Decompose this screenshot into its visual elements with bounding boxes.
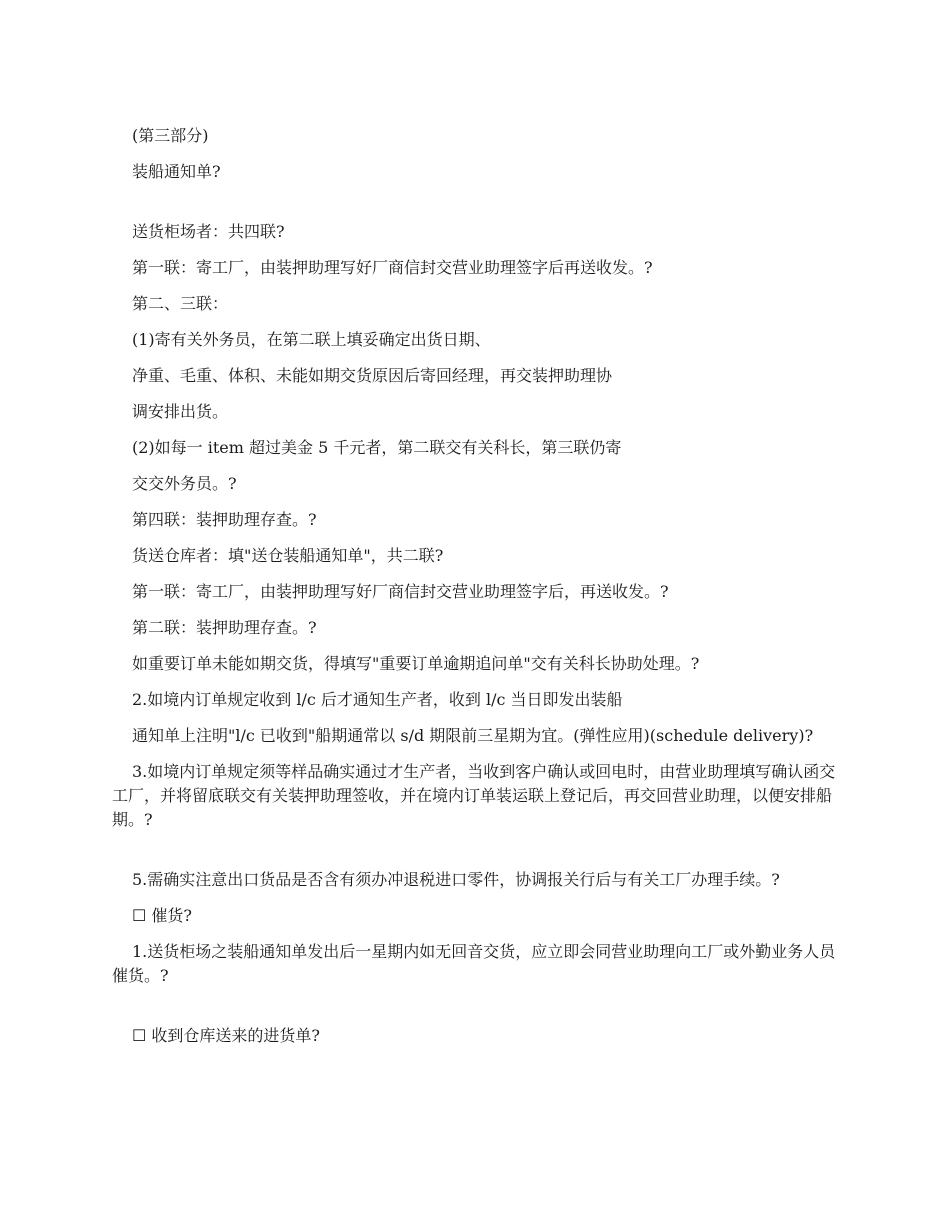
paragraph: (1)寄有关外务员，在第二联上填妥确定出货日期、 [132, 330, 491, 349]
paragraph: 第四联：装押助理存查。? [132, 510, 317, 529]
checkbox-item-heading: ☐ 收到仓库送来的进货单? [132, 1026, 321, 1045]
paragraph: (2)如每一 item 超过美金 5 千元者，第二联交有关科长，第三联仍寄 [132, 438, 622, 457]
paragraph: 第二联：装押助理存查。? [132, 618, 317, 637]
paragraph: 送货柜场者：共四联? [132, 222, 285, 241]
paragraph: 2.如境内订单规定收到 l/c 后才通知生产者，收到 l/c 当日即发出装船 [132, 690, 623, 709]
paragraph: 5.需确实注意出口货品是否含有须办冲退税进口零件，协调报关行后与有关工厂办理手续。? [132, 870, 780, 889]
paragraph: 货送仓库者：填"送仓装船通知单"，共二联? [132, 546, 444, 565]
section-heading: (第三部分) [132, 126, 209, 145]
paragraph: 如重要订单未能如期交货，得填写"重要订单逾期追问单"交有关科长协助处理。? [132, 654, 700, 673]
paragraph: 3.如境内订单规定须等样品确实通过才生产者，当收到客户确认或回电时，由营业助理填写确认函交工厂，并将留底联交有关装押助理签收，并在境内订单装运联上登记后，再交回营业助理，以便安排船期。? [112, 762, 836, 829]
paragraph: 1.送货柜场之装船通知单发出后一星期内如无回音交货，应立即会同营业助理向工厂或外勤业务人员催货。? [112, 942, 836, 985]
spacer [112, 196, 842, 220]
paragraph: 净重、毛重、体积、未能如期交货原因后寄回经理，再交装押助理协 [132, 366, 613, 385]
checkbox-item-heading: ☐ 催货? [132, 906, 193, 925]
subsection-title: 装船通知单? [132, 162, 221, 181]
paragraph: 交交外务员。? [132, 474, 237, 493]
paragraph: 调安排出货。 [132, 402, 229, 421]
spacer [112, 844, 842, 868]
paragraph: 第二、三联： [132, 294, 229, 313]
document-page [112, 124, 842, 1060]
paragraph: 通知单上注明"l/c 已收到"船期通常以 s/d 期限前三星期为宜。(弹性应用)(schedule delivery)? [132, 726, 814, 745]
paragraph: 第一联：寄工厂，由装押助理写好厂商信封交营业助理签字后再送收发。? [132, 258, 653, 277]
spacer [112, 1000, 842, 1024]
paragraph: 第一联：寄工厂，由装押助理写好厂商信封交营业助理签字后，再送收发。? [132, 582, 669, 601]
